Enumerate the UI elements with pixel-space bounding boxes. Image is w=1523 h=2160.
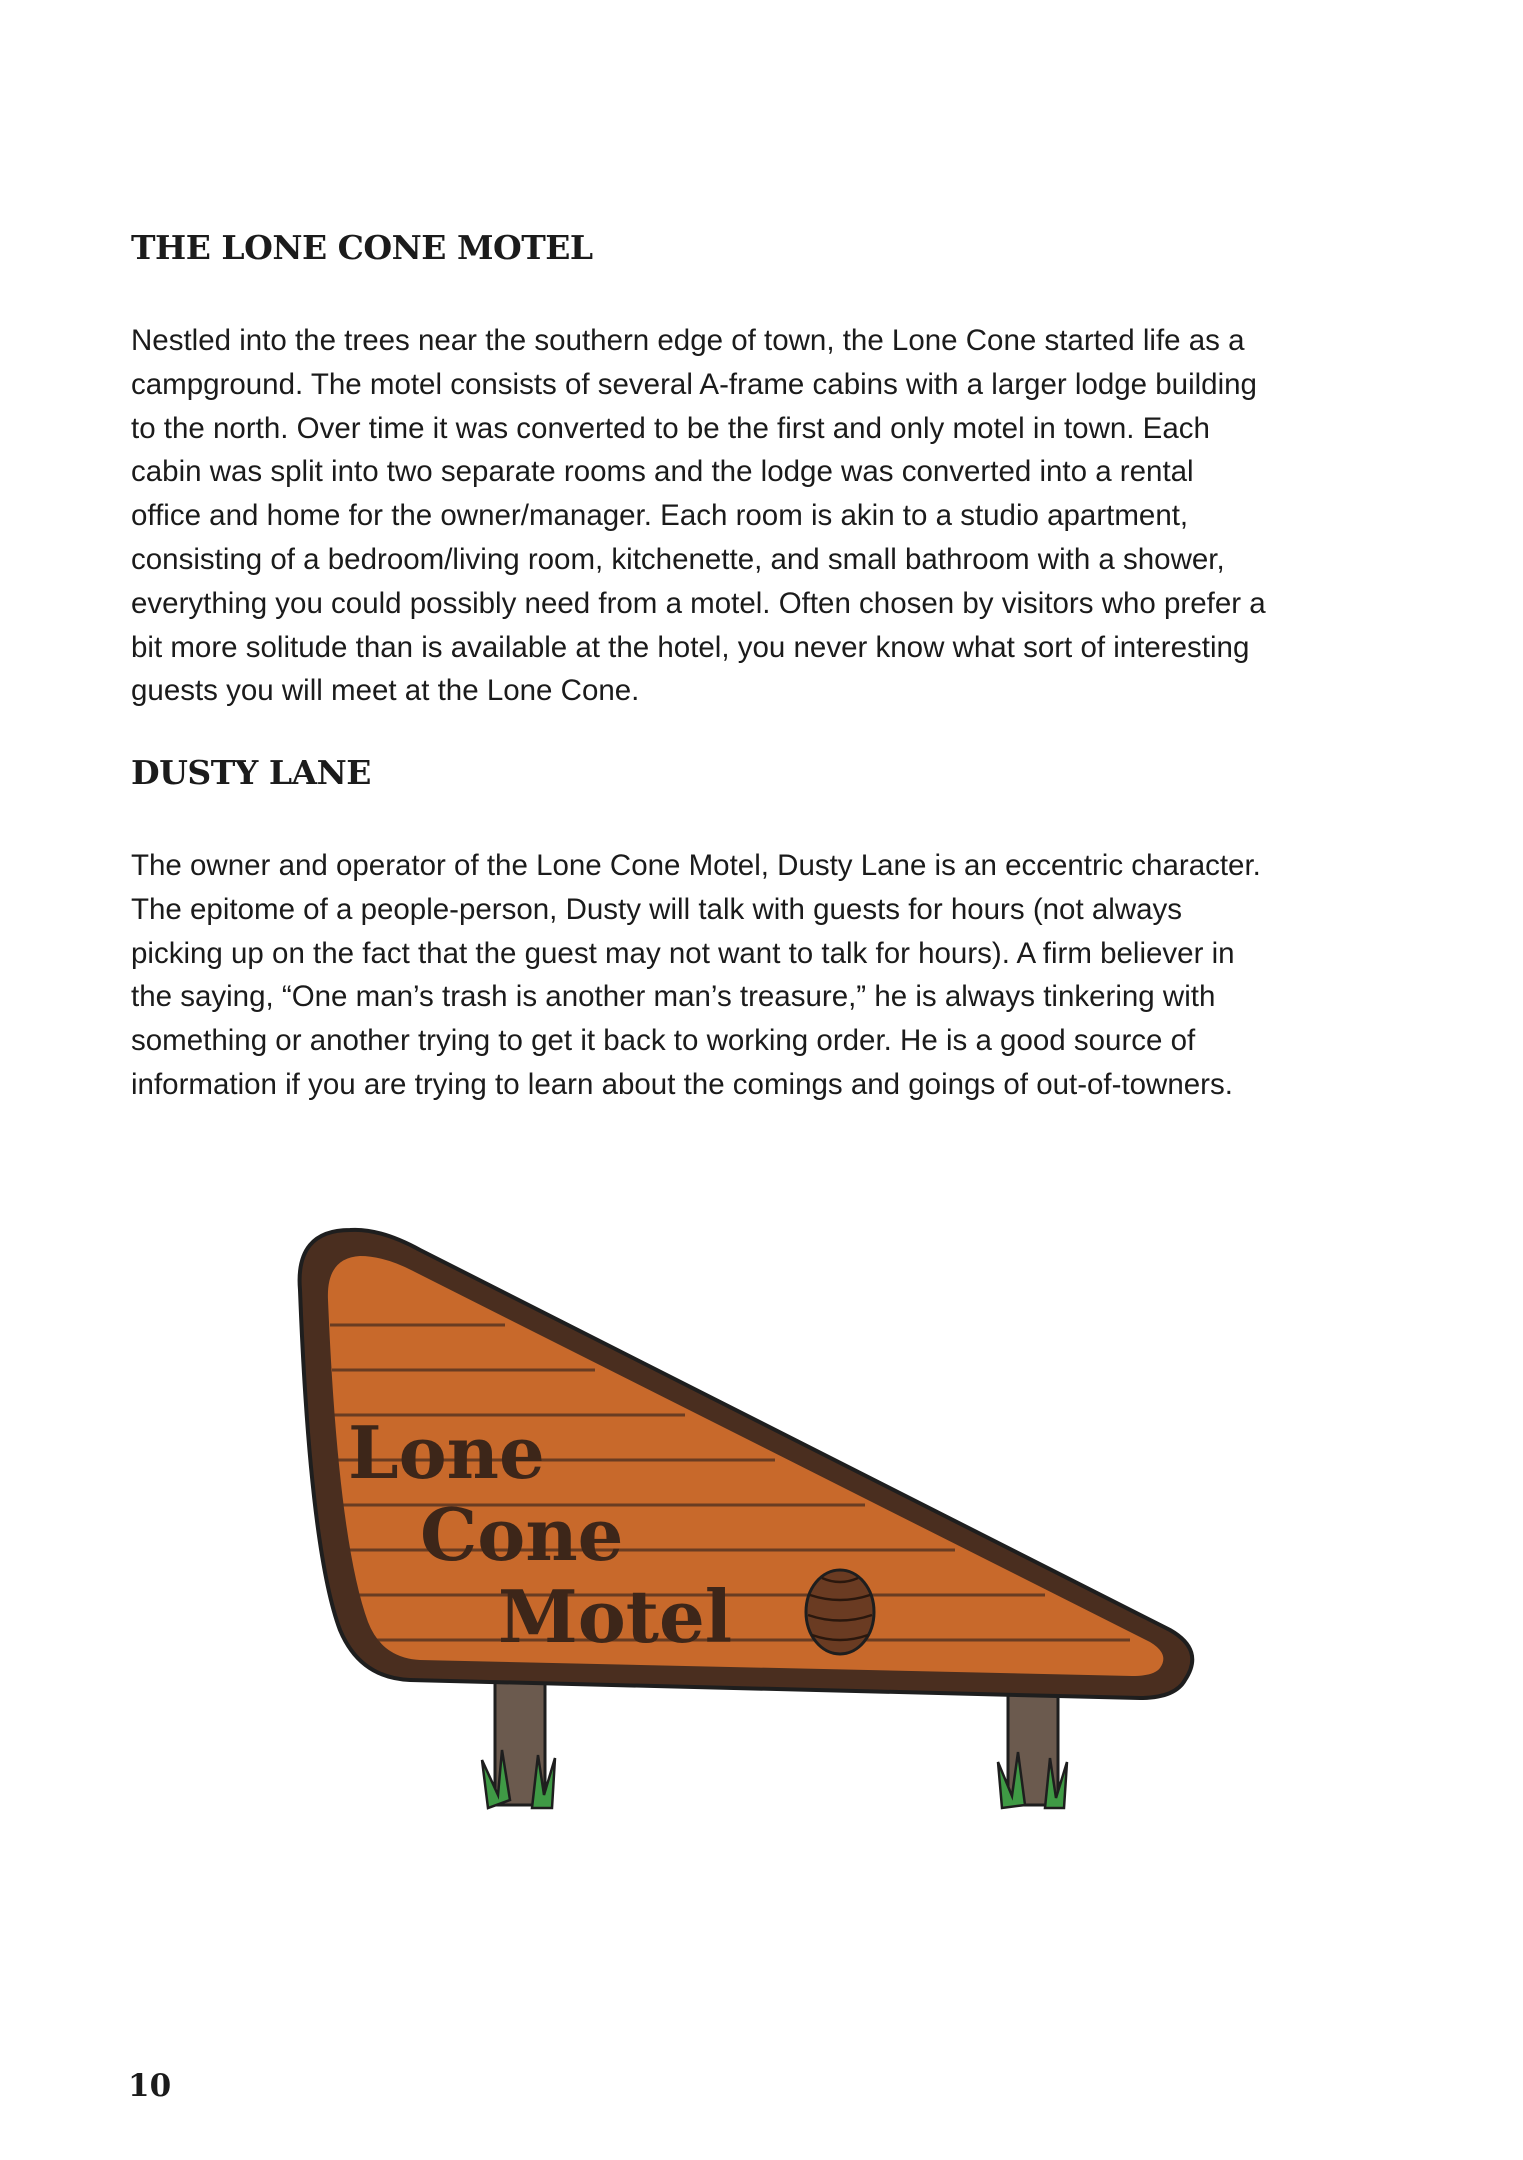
page-number: 10 [128, 2068, 172, 2104]
lone-cone-motel-sign-illustration [270, 1210, 1250, 1830]
pinecone-icon [806, 1570, 874, 1654]
sign-word-lone: Lone [348, 1410, 545, 1495]
sign-word-motel: Motel [498, 1574, 733, 1659]
section-heading-dusty-lane: DUSTY LANE [131, 753, 371, 792]
dusty-lane-description: The owner and operator of the Lone Cone Motel, Dusty Lane is an eccentric character. The epitome of a people-person, Dusty will talk with guests for hours (not always picking up on the fact that the guest may not want to talk for hours). A firm believer in the saying, “One man’s trash is another man’s treasure,” he is always tinkering with something or another trying to get it back to working order. He is a good source of information if you are trying to learn about the comings and goings of out-of-towners. [131, 849, 1261, 1101]
sign-word-cone: Cone [420, 1492, 624, 1577]
lone-cone-motel-description: Nestled into the trees near the southern edge of town, the Lone Cone started life as a campground. The motel consists of several A-frame cabins with a larger lodge building to the north. Over time it was converted to be the first and only motel in town. Each cabin was split into two separate rooms and the lodge was converted into a rental office and home for the owner/manager. Each room is akin to a studio apartment, consisting of a bedroom/living room, kitchenette, and small bathroom with a shower, everything you could possibly need from a motel. Often chosen by visitors who prefer a bit more solitude than is available at the hotel, you never know what sort of interesting guests you will meet at the Lone Cone. [131, 324, 1266, 708]
section-heading-lone-cone-motel: THE LONE CONE MOTEL [131, 228, 593, 267]
